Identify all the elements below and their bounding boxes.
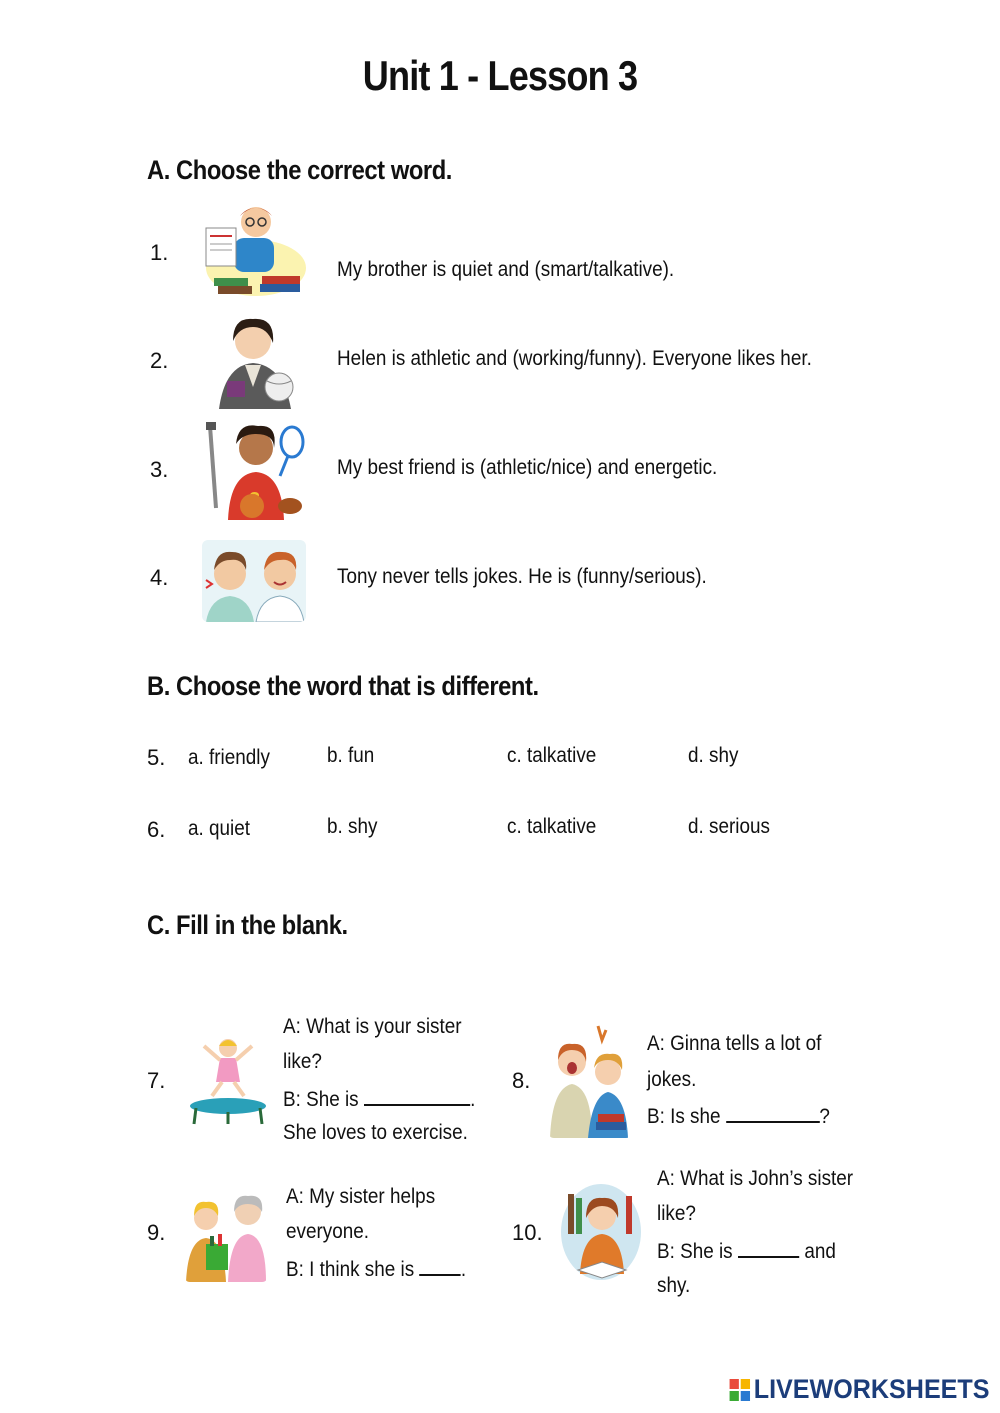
dialogue-text: and: [804, 1240, 836, 1263]
answer-line: [283, 1086, 475, 1112]
item-number: 9.: [147, 1220, 166, 1245]
item-number: 1.: [150, 240, 169, 265]
section-a-heading: A. Choose the correct word.: [147, 155, 452, 185]
page-title: Unit 1 - Lesson 3: [362, 52, 638, 99]
option-a: a. quiet: [188, 817, 251, 840]
boy-with-books-illustration: [200, 198, 308, 300]
option-a: a. friendly: [188, 746, 270, 769]
girls-laughing-illustration: [548, 1022, 632, 1138]
dialogue-line: A: My sister helps: [286, 1185, 436, 1208]
option-d: d. shy: [688, 744, 739, 767]
logo-icon: [730, 1379, 750, 1401]
girl-reading-illustration: [560, 1182, 642, 1282]
boy-with-sports-gear-illustration: [202, 416, 306, 520]
dialogue-text: B: I think she is: [286, 1258, 415, 1281]
girl-helping-grandmother-illustration: [184, 1182, 268, 1282]
dialogue-text: .: [470, 1088, 476, 1111]
dialogue-text: B: She is: [657, 1240, 733, 1263]
dialogue-line: like?: [283, 1050, 322, 1073]
dialogue-text: B: She is: [283, 1088, 359, 1111]
answer-line: [657, 1238, 836, 1264]
section-c-heading: C. Fill in the blank.: [147, 910, 348, 940]
item-number: 3.: [150, 457, 169, 482]
option-b: b. fun: [327, 744, 375, 767]
answer-blank[interactable]: [364, 1086, 470, 1106]
dialogue-line: A: What is your sister: [283, 1015, 462, 1038]
item-number: 2.: [150, 348, 169, 373]
item-number: 4.: [150, 565, 169, 590]
answer-blank[interactable]: [738, 1238, 799, 1258]
item-number: 7.: [147, 1068, 166, 1093]
dialogue-line: A: Ginna tells a lot of: [647, 1032, 822, 1055]
answer-line: [286, 1256, 466, 1282]
helen-athletic-illustration: [205, 307, 303, 409]
answer-blank[interactable]: [726, 1103, 820, 1123]
dialogue-line: jokes.: [647, 1068, 697, 1091]
option-c: c. talkative: [507, 815, 597, 838]
dialogue-line: like?: [657, 1202, 696, 1225]
dialogue-line: everyone.: [286, 1220, 370, 1243]
liveworksheets-logo[interactable]: [730, 1374, 990, 1405]
dialogue-line: A: What is John’s sister: [657, 1167, 854, 1190]
sentence-1: My brother is quiet and (smart/talkative).: [337, 258, 675, 281]
logo-text: LIVEWORKSHEETS: [754, 1374, 990, 1404]
item-number: 6.: [147, 817, 166, 842]
answer-blank[interactable]: [419, 1256, 460, 1276]
two-boys-illustration: [202, 540, 306, 622]
dialogue-text: ?: [819, 1105, 830, 1128]
dialogue-line: shy.: [657, 1274, 691, 1297]
item-number: 8.: [512, 1068, 531, 1093]
item-number: 10.: [512, 1220, 543, 1245]
item-number: 5.: [147, 745, 166, 770]
option-c: c. talkative: [507, 744, 597, 767]
dialogue-line: She loves to exercise.: [283, 1121, 468, 1144]
option-b: b. shy: [327, 815, 378, 838]
girl-on-trampoline-illustration: [186, 1032, 270, 1126]
option-d: d. serious: [688, 815, 770, 838]
section-b-heading: B. Choose the word that is different.: [147, 671, 539, 701]
answer-line: [647, 1103, 830, 1129]
sentence-4: Tony never tells jokes. He is (funny/serious).: [337, 565, 707, 588]
sentence-2: Helen is athletic and (working/funny). Everyone likes her.: [337, 347, 812, 370]
sentence-3: My best friend is (athletic/nice) and energetic.: [337, 456, 718, 479]
dialogue-text: B: Is she: [647, 1105, 721, 1128]
dialogue-text: .: [460, 1258, 467, 1281]
